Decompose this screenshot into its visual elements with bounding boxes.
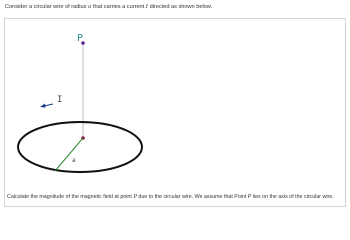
radius-label: a [72,157,76,164]
point-p-label: P [77,33,84,44]
prompt-suffix: directed as shown below. [149,4,213,10]
arrow-head-icon [40,104,46,108]
task-suffix: due to the circular wire. We assume that Point P lies on the axis of the circular wire. [138,194,334,200]
current-label: I [57,95,63,105]
question-prompt [5,3,345,11]
task-prefix: Calculate the magnitude of the magnetic field at point [7,194,132,200]
prompt-mid: that carries a current [92,4,145,10]
circular-wire-loop [18,122,142,172]
radius-line [55,138,83,171]
current-symbol: I [145,4,149,10]
question-text [7,193,345,201]
point-symbol: P [133,194,137,200]
radius-symbol: a [88,4,92,10]
circular-wire-figure [4,18,346,190]
prompt-prefix: Consider a circular wire of radius [5,4,87,10]
current-arrow [40,104,53,108]
